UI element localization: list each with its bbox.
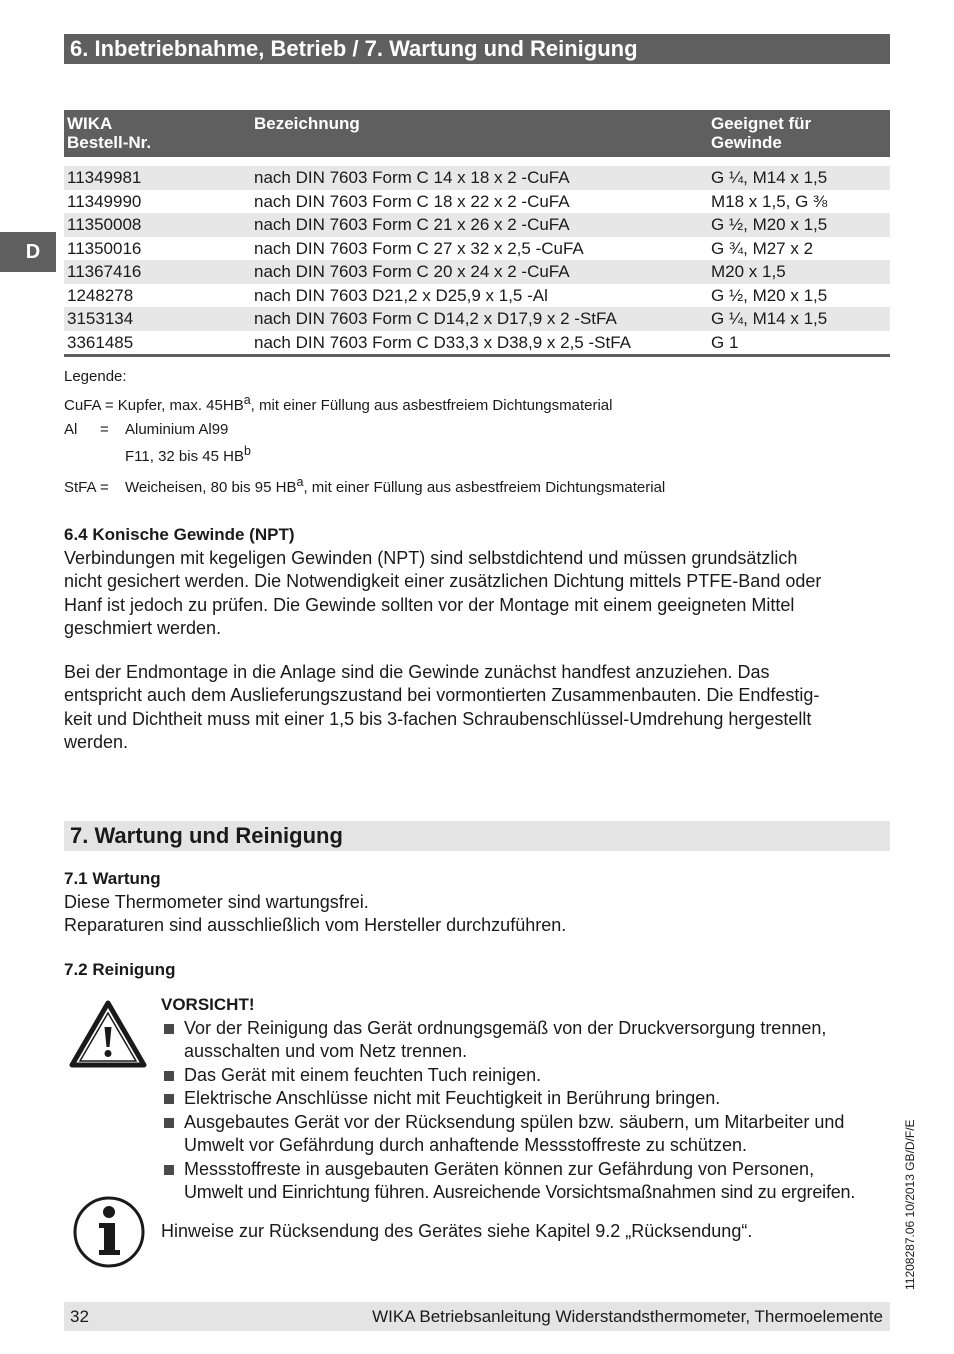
legend-text: , mit einer Füllung aus asbestfreiem Dichtungsmaterial [303,479,666,496]
thread: G ¼, M14 x 1,5 [708,166,890,190]
order-no: 11350008 [64,213,251,237]
col-header-thread-line2: Gewinde [711,133,782,152]
npt-heading: 6.4 Konische Gewinde (NPT) [64,525,295,544]
language-tab: D [0,232,56,272]
table-row [64,190,890,214]
wartung-section [64,867,894,981]
text-line: Diese Thermometer sind wartungsfrei. [64,891,369,912]
order-no: 3153134 [64,307,251,331]
text-line: entspricht auch dem Auslieferungszustand bei vormontierten Zusammenbauten. Die Endfestig- [64,685,820,705]
info-icon [72,1195,146,1269]
caution-block [161,993,901,1205]
table-row [64,331,890,356]
text-line: Umwelt und Einrichtung führen. Ausreichende Vorsichtsmaßnahmen sind zu ergreifen. [184,1182,856,1202]
npt-paragraph-2 [64,661,894,755]
designation: nach DIN 7603 Form C 21 x 26 x 2 -CuFA [251,213,708,237]
table-row [64,166,890,190]
designation: nach DIN 7603 Form C D14,2 x D17,9 x 2 -StFA [251,307,708,331]
thread: G ½, M20 x 1,5 [711,285,828,305]
info-text: Hinweise zur Rücksendung des Gerätes siehe Kapitel 9.2 „Rücksendung“. [161,1221,753,1241]
legend-key: Al [64,421,78,438]
caution-title: VORSICHT! [161,995,255,1014]
warning-triangle-icon [69,1000,147,1068]
list-item [161,1111,901,1158]
document-code: 11208287.06 10/2013 GB/D/F/E [903,1119,917,1290]
list-item [161,1158,901,1205]
table-row [64,260,890,284]
designation: nach DIN 7603 Form C D33,3 x D38,9 x 2,5 -StFA [251,331,708,356]
text-line: werden. [64,732,129,752]
legend-sup: b [243,444,251,458]
legend-key: StFA [64,479,97,496]
legend-eq: = [100,479,109,496]
list-item [161,1017,901,1064]
text-line: Bei der Endmontage in die Anlage sind die Gewinde zunächst handfest anzuziehen. Das [64,661,770,682]
legend-cufa [64,389,665,417]
legend-text: , mit einer Füllung aus asbestfreiem Dichtungsmaterial [250,397,613,414]
gasket-table [64,110,890,357]
reinigung-heading: 7.2 Reinigung [64,959,176,979]
legend-al-line2 [64,441,665,467]
text-line: Das Gerät mit einem feuchten Tuch reinigen. [184,1064,542,1085]
designation: nach DIN 7603 Form C 27 x 32 x 2,5 -CuFA [254,238,584,258]
order-no: 11349981 [64,166,251,190]
designation: nach DIN 7603 Form C 14 x 18 x 2 -CuFA [251,166,708,190]
table-row [64,284,890,308]
text-line: Vor der Reinigung das Gerät ordnungsgemäß von der Druckversorgung trennen, [184,1017,827,1038]
table-row [64,213,890,237]
wartung-heading: 7.1 Wartung [64,869,161,888]
thread: M18 x 1,5, G ⅜ [711,191,828,211]
legend-al [64,419,665,441]
text-line: ausschalten und vom Netz trennen. [184,1041,468,1061]
col-header-thread [708,110,890,157]
page-number: 32 [70,1307,89,1326]
text-line: Hanf ist jedoch zu prüfen. Die Gewinde sollten vor der Montage mit einem geeigneten Mittel [64,594,795,615]
legend-text: Aluminium Al99 [125,421,229,438]
table-row [64,307,890,331]
text-line: nicht gesichert werden. Die Notwendigkeit einer zusätzlichen Dichtung mittels PTFE-Band oder [64,571,822,591]
text-line: Umwelt vor Gefährdung durch anhaftende Messstoffreste zu schützen. [184,1135,747,1155]
footer-text: WIKA Betriebsanleitung Widerstandsthermometer, Thermoelemente [372,1307,883,1326]
npt-section [64,523,894,755]
thread: G 1 [708,331,890,356]
list-item [161,1087,901,1111]
legend-sup: a [296,475,304,489]
thread: G ¾, M27 x 2 [711,238,814,258]
page-title: 6. Inbetriebnahme, Betrieb / 7. Wartung und Reinigung [64,34,890,64]
designation: nach DIN 7603 Form C 20 x 24 x 2 -CuFA [251,260,708,284]
designation: nach DIN 7603 Form C 18 x 22 x 2 -CuFA [254,191,570,211]
order-no: 1248278 [67,285,134,305]
table-row [64,237,890,261]
order-no: 11349990 [67,191,142,211]
text-line: Verbindungen mit kegeligen Gewinden (NPT) sind selbstdichtend und müssen grundsätzlich [64,547,798,568]
text-line: keit und Dichtheit muss mit einer 1,5 bis 3-fachen Schraubenschlüssel-Umdrehung hergestellt [64,708,812,729]
section-title-wartung: 7. Wartung und Reinigung [64,821,890,851]
text-line: Elektrische Anschlüsse nicht mit Feuchtigkeit in Berührung bringen. [184,1088,721,1108]
legend-sup: a [243,393,251,407]
order-no: 3361485 [64,331,251,356]
text-line: geschmiert werden. [64,618,222,638]
text-line: Ausgebautes Gerät vor der Rücksendung spülen bzw. säubern, um Mitarbeiter und [184,1111,845,1132]
list-item [161,1064,901,1088]
text-line: Reparaturen sind ausschließlich vom Hersteller durchzuführen. [64,915,567,935]
legend-eq: = [100,421,109,438]
caution-list [161,1017,901,1205]
col-header-order-no-line2: Bestell-Nr. [67,133,152,152]
order-no: 11350016 [67,238,142,258]
col-header-designation: Bezeichnung [251,110,708,157]
text-line: Messstoffreste in ausgebauten Geräten können zur Gefährdung von Personen, [184,1158,815,1179]
thread: G ¼, M14 x 1,5 [708,307,890,331]
col-header-thread-line1: Geeignet für [711,114,812,133]
table-header-row [64,110,890,157]
legend-text: Kupfer, max. 45HB [117,397,244,414]
npt-paragraph-1 [64,547,894,641]
thread: G ½, M20 x 1,5 [708,213,890,237]
legend-text: Weicheisen, 80 bis 95 HB [125,479,297,496]
thread: M20 x 1,5 [708,260,890,284]
order-no: 11367416 [64,260,251,284]
legend-title: Legende: [64,368,127,385]
legend-stfa [64,471,665,499]
legend-text: F11, 32 bis 45 HB [125,448,244,465]
col-header-order-no-line1: WIKA [67,114,113,133]
legend-key: CuFA = [64,397,114,414]
legend [64,366,665,499]
footer [64,1302,890,1331]
col-header-order-no [64,110,251,157]
designation: nach DIN 7603 D21,2 x D25,9 x 1,5 -Al [254,285,548,305]
